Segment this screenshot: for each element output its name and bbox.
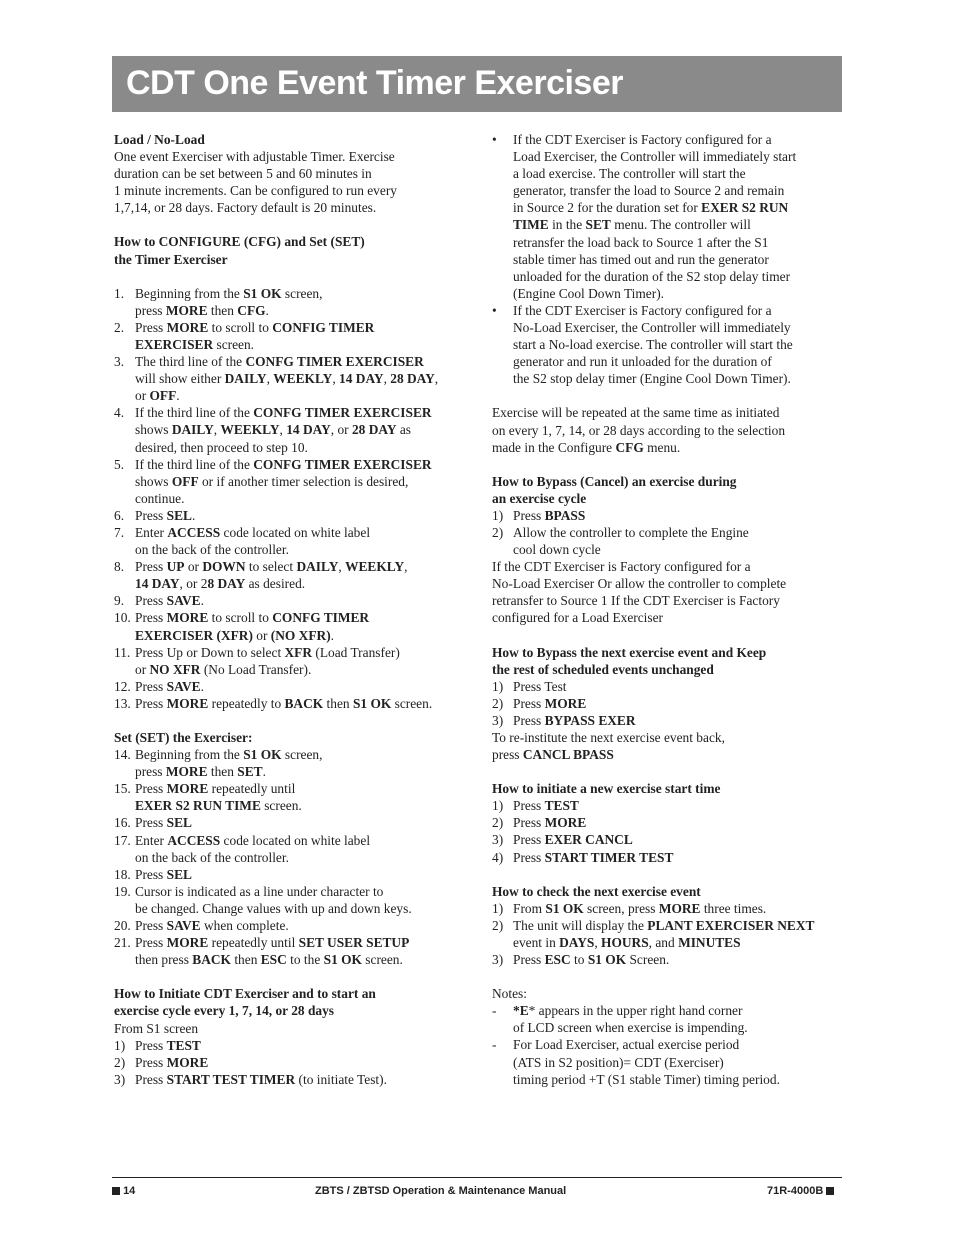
text-line: Press MORE repeatedly to BACK then S1 OK screen. [135,695,433,711]
list-item [114,404,464,455]
list-marker: 21. [114,935,131,951]
text-line: made in the Configure CFG menu. [492,439,681,455]
text-line: retransfer to Source 1 If the CDT Exerciser is Factory [492,593,780,609]
list-item [114,678,464,695]
text-line: Press TEST [513,798,579,814]
text-line: press MORE then CFG. [135,302,269,318]
list-marker: 1) [492,900,504,916]
text-line: (Engine Cool Down Timer). [513,285,665,301]
text-line: of LCD screen when exercise is impending. [513,1020,748,1036]
list-item [492,797,844,814]
text-line: How to Bypass the next exercise event and Keep [492,644,767,660]
list-marker: 9. [114,593,125,609]
left-column [114,131,464,1088]
text-line: generator and run it unloaded for the duration of [513,354,772,370]
list-item [114,558,464,592]
text-line: stable timer has timed out and run the generator [513,251,769,267]
text-line: Press TEST [135,1037,201,1053]
list-item [492,814,844,831]
list-marker: 1) [492,798,504,814]
text-line: or NO XFR (No Load Transfer). [135,661,312,677]
list-item [492,951,844,968]
list-item [114,1054,464,1071]
list-item [492,131,844,302]
text-line: desired, then proceed to step 10. [135,439,308,455]
list-marker: 2) [114,1054,126,1070]
text-line: If the CDT Exerciser is Factory configured for a [513,132,772,147]
check-heading: How to check the next exercise event [492,883,701,899]
text-line: 1,7,14, or 28 days. Factory default is 20 minutes. [114,200,377,216]
text-line: press MORE then SET. [135,764,266,780]
text-line: Load Exerciser, the Controller will immediately start [513,149,797,165]
text-line: shows OFF or if another timer selection is desired, [135,473,409,489]
list-item [114,524,464,558]
text-line: Press ESC to S1 OK Screen. [513,952,670,968]
list-marker: 5. [114,456,125,472]
text-line: generator, transfer the load to Source 2 and remain [513,183,785,199]
list-item [114,1037,464,1054]
text-line: retransfer the load back to Source 1 after the S1 [513,234,769,250]
list-marker: 13. [114,695,131,711]
list-item [492,678,844,695]
list-item [114,644,464,678]
list-marker: 15. [114,781,131,797]
list-item [492,524,844,558]
footer-square-left [112,1187,120,1195]
list-marker: 1) [492,678,504,694]
list-marker: 7. [114,524,125,540]
list-marker: 4. [114,405,125,421]
text-line: Press SEL [135,866,192,882]
text-line: 1 minute increments. Can be configured to run every [114,183,397,199]
footer-manual-title: ZBTS / ZBTSD Operation & Maintenance Manual [315,1185,567,1197]
list-marker: 11. [114,644,131,660]
text-line: the Timer Exerciser [114,251,228,267]
list-marker: 16. [114,815,131,831]
text-line: The third line of the CONFG TIMER EXERCISER [135,354,424,370]
text-line: Press START TEST TIMER (to initiate Test). [135,1071,387,1087]
exerciser-bullets [492,131,844,387]
text-line: How to Initiate CDT Exerciser and to start an [114,986,376,1002]
text-line: be changed. Change values with up and down keys. [135,900,412,916]
text-line: Press SAVE. [135,678,204,694]
list-marker: 8. [114,559,125,575]
list-item [114,832,464,866]
check-steps [492,900,844,968]
text-line: Press BYPASS EXER [513,712,636,728]
list-item [114,883,464,917]
text-line: Press UP or DOWN to select DAILY, WEEKLY, [135,559,408,575]
bypass-steps [492,507,844,558]
text-line: If the third line of the CONFG TIMER EXERCISER [135,405,432,421]
page-number: 14 [123,1185,136,1197]
text-line: start a No-load exercise. The controller will start the [513,337,793,353]
list-item [114,319,464,353]
text-line: Press SEL [135,815,192,831]
text-line: then press BACK then ESC to the S1 OK screen. [135,952,403,968]
text-line: Press MORE repeatedly until [135,781,296,797]
list-item [492,1002,844,1036]
text-line: Press EXER CANCL [513,832,633,848]
text-line: exercise cycle every 1, 7, 14, or 28 days [114,1003,335,1019]
text-line: on the back of the controller. [135,849,289,865]
text-line: will show either DAILY, WEEKLY, 14 DAY, 28 DAY, [135,371,439,387]
text-line: Press BPASS [513,507,586,523]
list-item [114,746,464,780]
text-line: on every 1, 7, 14, or 28 days according to the selection [492,422,786,438]
text-line: The unit will display the PLANT EXERCISER NEXT [513,917,815,933]
configure-heading [114,233,464,267]
text-line: duration can be set between 5 and 60 minutes in [114,166,372,182]
list-marker: 10. [114,610,131,626]
list-item [114,917,464,934]
bypass-heading [492,473,844,507]
repeat-text [492,404,844,455]
text-line: Beginning from the S1 OK screen, [135,747,323,763]
start-time-steps [492,797,844,865]
list-marker: 20. [114,918,131,934]
list-marker: 3) [114,1071,126,1087]
list-item [492,1036,844,1087]
text-line: If the third line of the CONFG TIMER EXERCISER [135,456,432,472]
list-item [492,917,844,951]
load-heading: Load / No-Load [114,132,205,147]
list-item [114,353,464,404]
text-line: Enter ACCESS code located on white label [135,524,371,540]
bypass-next-text [492,729,844,763]
list-marker: - [492,1037,497,1053]
notes-list [492,1002,844,1087]
list-item [114,814,464,831]
text-line: Exercise will be repeated at the same time as initiated [492,405,780,421]
text-line: Press MORE [513,695,587,711]
list-marker: 3) [492,712,504,728]
bypass-next-heading [492,644,844,678]
text-line: 14 DAY, or 28 DAY as desired. [135,576,306,592]
initiate-steps [114,1037,464,1088]
set-steps [114,746,464,968]
configure-steps [114,285,464,712]
list-marker: 12. [114,678,131,694]
list-item [492,849,844,866]
text-line: the S2 stop delay timer (Engine Cool Down Timer). [513,371,791,387]
list-marker: 19. [114,883,131,899]
bypass-text [492,558,844,626]
text-line: cool down cycle [513,542,601,558]
list-item [114,695,464,712]
list-marker: • [492,302,497,318]
list-marker: 17. [114,832,131,848]
text-line: Press SAVE. [135,593,204,609]
text-line: (ATS in S2 position)= CDT (Exerciser) [513,1054,724,1070]
footer-square-right [826,1187,834,1195]
text-line: event in DAYS, HOURS, and MINUTES [513,934,741,950]
footer-page [112,1185,135,1197]
text-line: EXER S2 RUN TIME screen. [135,798,302,814]
text-line: Press MORE [513,815,587,831]
text-line: the rest of scheduled events unchanged [492,661,714,677]
text-line: Press Up or Down to select XFR (Load Transfer) [135,644,400,660]
list-marker: 2) [492,695,504,711]
text-line: From S1 OK screen, press MORE three times. [513,900,767,916]
list-item [492,831,844,848]
list-item [492,900,844,917]
text-line: Cursor is indicated as a line under character to [135,883,384,899]
text-line: Enter ACCESS code located on white label [135,832,371,848]
initiate-heading [114,985,464,1019]
set-heading: Set (SET) the Exerciser: [114,730,253,745]
text-line: Press MORE [135,1054,209,1070]
list-marker: 14. [114,747,131,763]
text-line: Beginning from the S1 OK screen, [135,285,323,301]
text-line: EXERCISER (XFR) or (NO XFR). [135,627,335,643]
list-marker: 1) [114,1037,126,1053]
text-line: a load exercise. The controller will start the [513,166,746,182]
list-marker: 2. [114,319,125,335]
list-marker: 1. [114,285,125,301]
text-line: Press SEL. [135,507,196,523]
text-line: shows DAILY, WEEKLY, 14 DAY, or 28 DAY as [135,422,412,438]
text-line: an exercise cycle [492,490,587,506]
page-title: CDT One Event Timer Exerciser [126,64,623,102]
text-line: Allow the controller to complete the Engine [513,524,749,540]
text-line: If the CDT Exerciser is Factory configured for a [492,559,751,575]
list-marker: 6. [114,507,125,523]
list-item [492,507,844,524]
list-marker: 18. [114,866,131,882]
list-marker: • [492,132,497,147]
text-line: Press Test [513,678,567,694]
list-item [114,456,464,507]
text-line: timing period +T (S1 stable Timer) timing period. [513,1071,780,1087]
text-line: No-Load Exerciser Or allow the controller to complete [492,576,787,592]
list-item [114,934,464,968]
text-line: How to Bypass (Cancel) an exercise during [492,473,737,489]
list-marker: 3) [492,832,504,848]
text-line: EXERCISER screen. [135,336,255,352]
text-line: How to CONFIGURE (CFG) and Set (SET) [114,234,365,250]
text-line: press CANCL BPASS [492,747,614,763]
text-line: *E* appears in the upper right hand corner [513,1003,743,1019]
text-line: continue. [135,490,185,506]
list-item [114,866,464,883]
list-item [492,302,844,387]
list-item [114,609,464,643]
text-line: Press START TIMER TEST [513,849,674,865]
title-bar [112,56,842,112]
text-line: For Load Exerciser, actual exercise period [513,1037,740,1053]
list-marker: 2) [492,917,504,933]
list-item [114,592,464,609]
list-marker: 1) [492,507,504,523]
text-line: One event Exerciser with adjustable Timer. Exercise [114,149,395,165]
text-line: TIME in the SET menu. The controller will [513,217,751,233]
list-item [492,712,844,729]
text-line: unloaded for the duration of the S2 stop delay timer [513,268,791,284]
list-item [114,507,464,524]
text-line: Press MORE to scroll to CONFG TIMER [135,610,370,626]
list-item [114,780,464,814]
initiate-from: From S1 screen [114,1020,199,1036]
list-marker: - [492,1003,497,1019]
text-line: If the CDT Exerciser is Factory configured for a [513,302,772,318]
load-body [114,148,464,216]
bypass-next-steps [492,678,844,729]
text-line: Press SAVE when complete. [135,918,289,934]
text-line: configured for a Load Exerciser [492,610,664,626]
text-line: No-Load Exerciser, the Controller will immediately [513,320,791,336]
text-line: in Source 2 for the duration set for EXER S2 RUN [513,200,789,216]
text-line: To re-institute the next exercise event back, [492,730,725,745]
footer-rule [112,1177,842,1178]
list-marker: 3) [492,952,504,968]
list-item [492,695,844,712]
start-time-heading: How to initiate a new exercise start time [492,781,721,797]
text-line: or OFF. [135,388,180,404]
list-item [114,1071,464,1088]
text-line: Press MORE to scroll to CONFIG TIMER [135,319,375,335]
list-marker: 4) [492,849,504,865]
footer-doc [767,1185,834,1197]
notes-heading: Notes: [492,986,527,1002]
doc-id: 71R-4000B [767,1185,824,1197]
right-column [492,131,844,1088]
list-item [114,285,464,319]
list-marker: 2) [492,815,504,831]
list-marker: 3. [114,354,125,370]
text-line: on the back of the controller. [135,542,289,558]
text-line: Press MORE repeatedly until SET USER SETUP [135,935,410,951]
list-marker: 2) [492,524,504,540]
